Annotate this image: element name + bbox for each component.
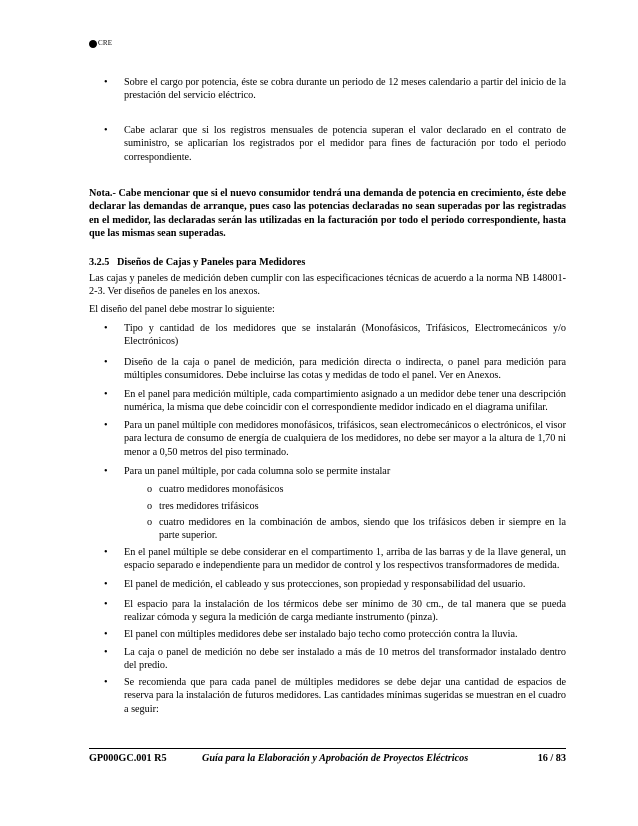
list-item-text: En el panel para medición múltiple, cada compartimiento asignado a un medidor debe tener una descripción numérica, la misma que debe coincidir con el correspondiente medidor indicado en el diagrama unifilar. (124, 389, 566, 414)
bullet-icon: • (104, 599, 108, 610)
bullet-icon: • (104, 579, 108, 590)
sub-list-item-text: tres medidores trifásicos (159, 501, 259, 512)
list-item-text: El panel de medición, el cableado y sus protecciones, son propiedad y responsabilidad del usuario. (124, 579, 526, 590)
list-item-text: Diseño de la caja o panel de medición, para medición directa o indirecta, o panel para medición para múltiples consumidores. Debe incluirse las cotas y medidas de todo el panel. Ver en Anexos. (124, 357, 566, 382)
footer-document-code: GP000GC.001 R5 (89, 753, 167, 764)
bullet-icon: • (104, 547, 108, 558)
list-item (89, 646, 566, 673)
list-item (89, 598, 566, 625)
section-title: Diseños de Cajas y Paneles para Medidores (117, 257, 306, 268)
list-item (89, 356, 566, 383)
bullet-icon: • (104, 466, 108, 477)
bullet-icon: • (104, 420, 108, 431)
list-item-text: Se recomienda que para cada panel de múltiples medidores se debe dejar una cantidad de espacios de reserva para la instalación de futuros medidores. Las cantidades mínimas sugeridas se muestran en el cuadro a seguir: (124, 677, 566, 715)
sub-list-item-text: cuatro medidores en la combinación de ambos, siendo que los trifásicos deben ir siempre en la parte superior. (159, 517, 566, 542)
section-heading (89, 256, 566, 269)
list-item-text: Cabe aclarar que si los registros mensuales de potencia superan el valor declarado en el contrato de suministro, se aplicarían los registrados por el medidor para fines de facturación por todo el periodo correspondiente. (124, 125, 566, 163)
footer-divider (89, 748, 566, 749)
sub-bullet-icon: o (147, 501, 153, 512)
list-item-text: La caja o panel de medición no debe ser instalado a más de 10 metros del transformador instalado dentro del predio. (124, 647, 566, 672)
sub-list-item-text: cuatro medidores monofásicos (159, 484, 284, 495)
list-item (89, 388, 566, 415)
list-item (89, 76, 566, 103)
list-item-text: El panel con múltiples medidores debe ser instalado bajo techo como protección contra la lluvia. (124, 629, 518, 640)
list-item-text: Para un panel múltiple con medidores monofásicos, trifásicos, sean electromecánicos o electrónicos, el visor para lectura de consumo de energía de cualquiera de los medidores, no debe ser mayor a la altura de 1,70 ni menor a 0,50 metros del piso terminado. (124, 420, 566, 458)
sub-list-item (89, 516, 566, 543)
logo-icon (89, 40, 97, 48)
logo-text: CRE (98, 39, 113, 47)
sub-bullet-icon: o (147, 517, 153, 528)
list-item (89, 628, 566, 641)
note-paragraph: Nota.- Cabe mencionar que si el nuevo consumidor tendrá una demanda de potencia en crecimiento, éste debe declarar las demandas de arranque, pues caso las potencias declaradas no sean superadas por las registradas en el medidor, las declaradas serán las utilizadas en la facturación por todo el periodo correspondiente, hasta que las mismas sean superadas. (89, 188, 566, 240)
sub-bullet-icon: o (147, 484, 153, 495)
list-item (89, 322, 566, 349)
bullet-icon: • (104, 677, 108, 688)
list-item-text: Tipo y cantidad de los medidores que se instalarán (Monofásicos, Trifásicos, Electromecánicos y/o Electrónicos) (124, 323, 566, 348)
list-item-text: Sobre el cargo por potencia, éste se cobra durante un periodo de 12 meses calendario a partir del inicio de la prestación del servicio eléctrico. (124, 77, 566, 102)
bullet-icon: • (104, 389, 108, 400)
sub-list-item (89, 500, 566, 513)
list-item-text: Para un panel múltiple, por cada columna solo se permite instalar (124, 466, 391, 477)
section-number: 3.2.5 (89, 257, 110, 268)
sub-list-item (89, 483, 566, 496)
section-intro: Las cajas y paneles de medición deben cumplir con las especificaciones técnicas de acuerdo a la norma NB 148001-2-3. Ver diseños de paneles en los anexos. (89, 273, 566, 298)
header-logo (89, 37, 112, 50)
list-item-text: En el panel múltiple se debe considerar en el compartimento 1, arriba de las barras y de la llave general, un espacio separado e independiente para un medidor de control y los respectivos transformadores de medida. (124, 547, 566, 572)
bullet-icon: • (104, 323, 108, 334)
list-item (89, 676, 566, 716)
list-item-text: El espacio para la instalación de los térmicos debe ser mínimo de 30 cm., de tal manera que se pueda realizar cómoda y segura la medición de carga mediante instrumento (pinza). (124, 599, 566, 624)
bullet-icon: • (104, 77, 108, 88)
bullet-icon: • (104, 629, 108, 640)
list-item (89, 578, 566, 591)
bullet-icon: • (104, 125, 108, 136)
section-lead: El diseño del panel debe mostrar lo siguiente: (89, 304, 275, 315)
list-item (89, 546, 566, 573)
list-item (89, 465, 566, 478)
bullet-icon: • (104, 647, 108, 658)
list-item (89, 419, 566, 459)
footer-document-title: Guía para la Elaboración y Aprobación de Proyectos Eléctricos (202, 753, 469, 764)
bullet-icon: • (104, 357, 108, 368)
footer-page-number: 16 / 83 (537, 753, 566, 764)
list-item (89, 124, 566, 164)
